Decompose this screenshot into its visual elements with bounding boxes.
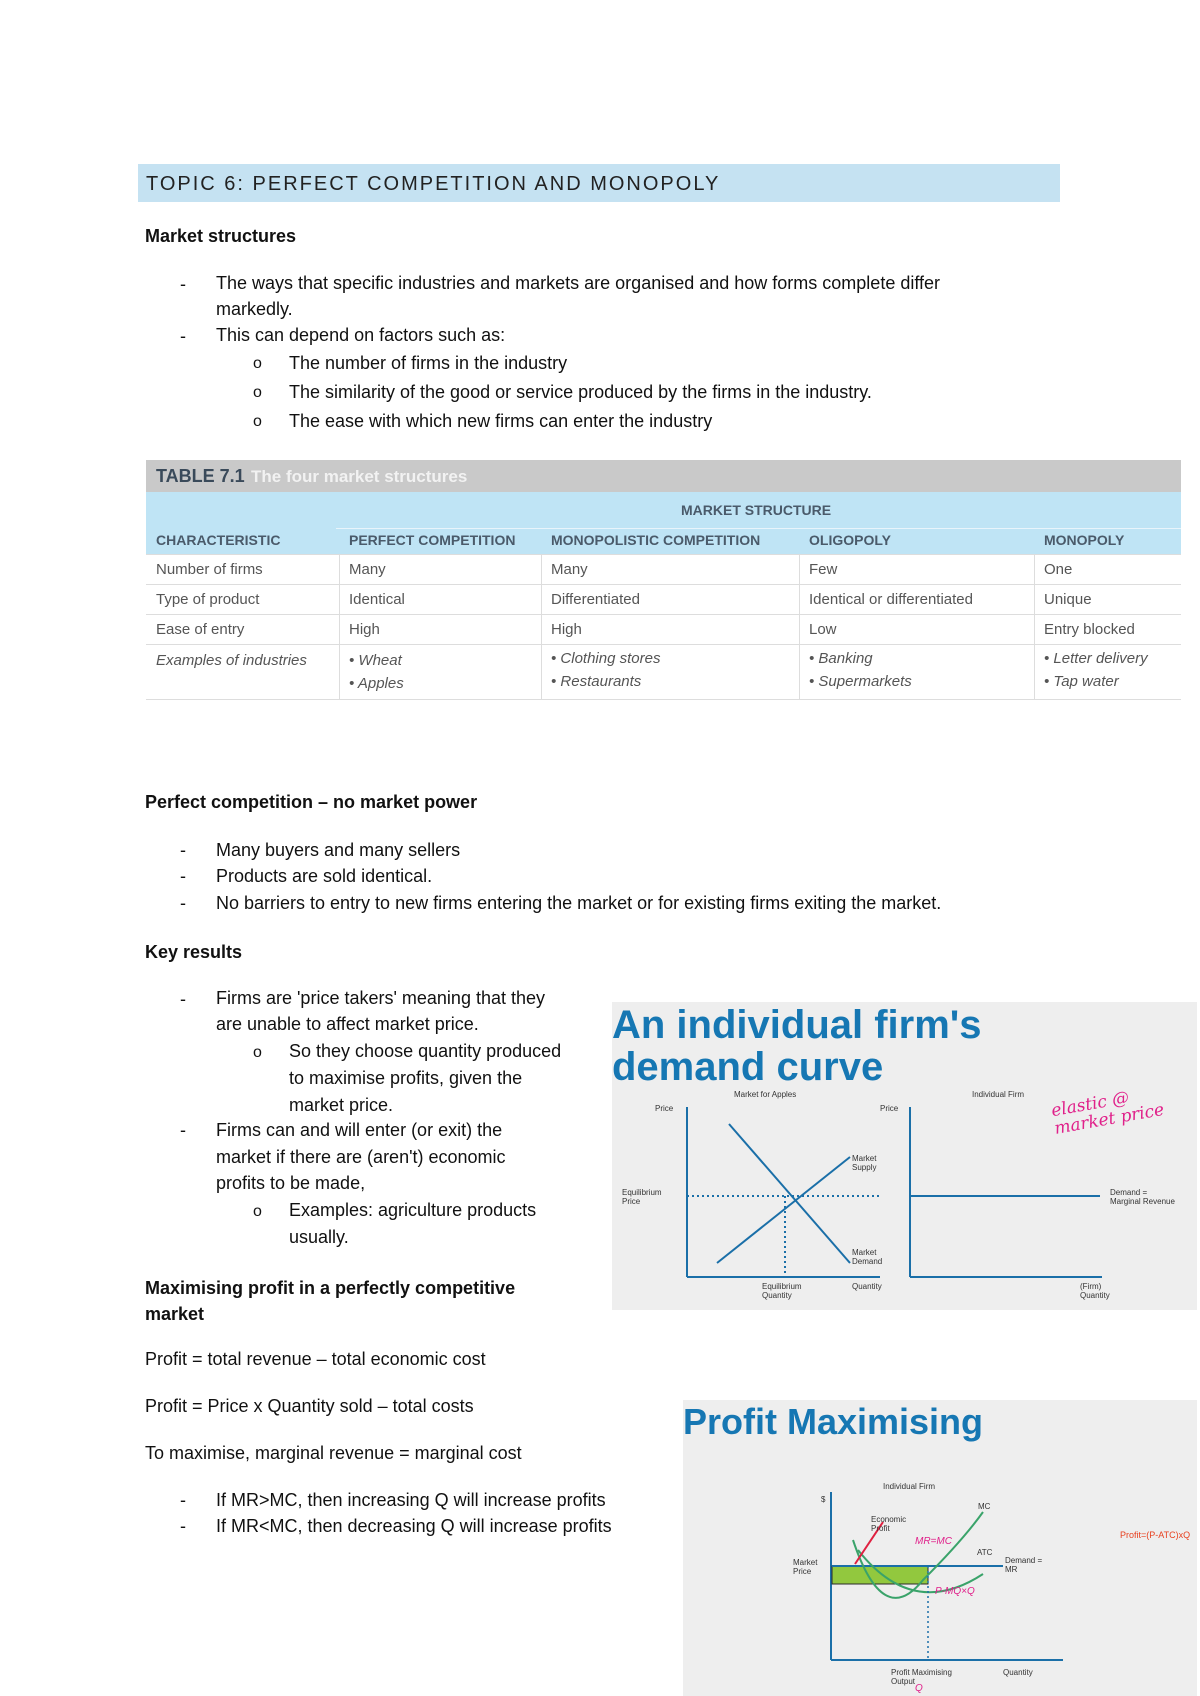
col-monopoly: MONOPOLY [1044,532,1125,548]
table-cell: Few [809,561,838,578]
economic-profit-area [832,1566,928,1584]
col-monopolistic: MONOPOLISTIC COMPETITION [551,532,761,548]
kr-line: to maximise profits, given the [289,1068,523,1088]
table-cell: • Clothing stores [551,650,661,667]
col-characteristic: CHARACTERISTIC [156,532,281,548]
table-row-line [146,614,1181,615]
output-label: Profit Maximising Output [891,1668,952,1686]
table-cell: One [1044,561,1073,578]
equilibrium-price-label: Equilibrium Price [622,1188,662,1206]
col-line [541,554,542,700]
market-demand-label: Market Demand [852,1248,883,1266]
profit-eq-2: Profit = Price x Quantity sold – total costs [145,1396,474,1416]
table-header-bar [146,460,1181,492]
figure2-subtitle: Individual Firm [883,1482,936,1491]
handwritten-q: Q [915,1683,923,1694]
table-cell: High [551,621,582,638]
maximising-heading-2: market [145,1304,205,1324]
left-quantity-label: Quantity [852,1282,882,1291]
profit-eq-3: To maximise, marginal revenue = marginal cost [145,1443,522,1463]
market-price-label: Market Price [793,1558,818,1576]
demand-mr-label: Demand = Marginal Revenue [1110,1188,1175,1206]
profit-eq-1: Profit = total revenue – total economic cost [145,1349,486,1369]
table-row-line [146,554,1181,555]
group-header: MARKET STRUCTURE [681,502,832,518]
dollar-label: $ [821,1495,826,1504]
table-row-line [146,699,1181,700]
divider [336,528,1181,529]
table-cell: • Wheat [349,652,402,669]
market-supply-label: Market Supply [852,1154,877,1172]
figure1-title-line2: demand curve [612,1045,884,1089]
bullet-dash: - [180,274,186,294]
bullet-dash: - [180,893,186,913]
kr-line: So they choose quantity produced [289,1041,562,1061]
sub-bullet-o: o [253,1203,262,1220]
table-cell: • Tap water [1044,673,1119,690]
market-demand-line [729,1124,850,1263]
ms-sub-3: The ease with which new firms can enter the industry [289,411,713,431]
table-cell: Low [809,621,837,638]
economic-profit-label: Economic Profit [871,1515,907,1533]
table-cell: Identical [349,591,405,608]
ms-bullet-1: The ways that specific industries and markets are organised and how forms complete differ [216,273,941,293]
figure2-title: Profit Maximising [683,1401,984,1442]
table-cell: Unique [1044,591,1092,608]
table-cell: • Banking [809,650,873,667]
bullet-dash: - [180,1516,186,1536]
table-cell: Many [551,561,588,578]
table-cell: Entry blocked [1044,621,1135,638]
table-row-line [146,644,1181,645]
pc-bullet: No barriers to entry to new firms entering the market or for existing firms exiting the market. [216,893,942,913]
handwritten-mr-mc: MR=MC [915,1536,952,1547]
bullet-dash: - [180,866,186,886]
pc-bullet: Many buyers and many sellers [216,840,461,860]
table-cell: • Restaurants [551,673,642,690]
kr-line: Examples: agriculture products [289,1200,537,1220]
handwritten-note: elastic @ market price [1049,1087,1166,1139]
col-line [1034,554,1035,700]
right-graph-title: Individual Firm [972,1090,1025,1099]
table-cell: High [349,621,380,638]
kr-line: Firms can and will enter (or exit) the [216,1120,503,1140]
kr-line: profits to be made, [216,1173,366,1193]
left-price-label: Price [655,1104,674,1113]
table-cell: Ease of entry [156,621,245,638]
profit-maximising-figure [683,1400,1197,1696]
perfect-competition-heading: Perfect competition – no market power [145,792,478,812]
table-cell: Many [349,561,386,578]
table-cell: Number of firms [156,561,263,578]
kr-line: market price. [289,1095,394,1115]
table-cell: • Apples [349,675,404,692]
demand-mr-label: Demand = MR [1005,1556,1043,1574]
table-cell: Identical or differentiated [809,591,973,608]
col-oligopoly: OLIGOPOLY [809,532,891,548]
kr-line: market if there are (aren't) economic [216,1147,506,1167]
handwritten-p: P-MQ×Q [935,1586,975,1597]
figure2-graph [683,1400,1197,1696]
table-title: The four market structures [251,467,468,486]
table-cell: • Supermarkets [809,673,912,690]
atc-label: ATC [977,1548,993,1557]
market-structures-table [146,460,1181,700]
topic-banner [138,164,1060,202]
bullet-dash: - [180,840,186,860]
mr-bullet: If MR<MC, then decreasing Q will increase profits [216,1516,612,1536]
figure1-title-line1: An individual firm's [612,1003,982,1047]
pc-bullet: Products are sold identical. [216,866,433,886]
sub-bullet-o: o [253,384,262,401]
kr-line: Firms are 'price takers' meaning that they [216,988,546,1008]
sub-bullet-o: o [253,413,262,430]
table-cell: Type of product [156,591,260,608]
quantity-label: Quantity [1003,1668,1033,1677]
sub-bullet-o: o [253,1044,262,1061]
table-row-line [146,584,1181,585]
mc-label: MC [978,1502,991,1511]
market-supply-line [717,1157,850,1263]
market-structures-heading: Market structures [145,226,297,246]
col-perfect: PERFECT COMPETITION [349,532,516,548]
mr-bullet: If MR>MC, then increasing Q will increase profits [216,1490,606,1510]
equilibrium-quantity-label: Equilibrium Quantity [762,1282,802,1300]
right-price-label: Price [880,1104,899,1113]
left-graph-title: Market for Apples [734,1090,797,1099]
col-line [799,554,800,700]
bullet-dash: - [180,989,186,1009]
firm-demand-curve-figure [612,1002,1197,1310]
profit-formula: Profit=(P-ATC)xQ [1120,1530,1191,1540]
table-cell: • Letter delivery [1044,650,1148,667]
ms-bullet-1-cont: markedly. [216,299,293,319]
bullet-dash: - [180,326,186,346]
kr-line: are unable to affect market price. [216,1014,479,1034]
table-cell: Differentiated [551,591,640,608]
firm-quantity-label: (Firm) Quantity [1080,1282,1110,1300]
ms-bullet-2: This can depend on factors such as: [216,325,506,345]
topic-title: TOPIC 6: PERFECT COMPETITION AND MONOPOLY [146,173,721,195]
bullet-dash: - [180,1490,186,1510]
sub-bullet-o: o [253,355,262,372]
kr-line: usually. [289,1227,349,1247]
ms-sub-1: The number of firms in the industry [289,353,568,373]
key-results-heading: Key results [145,942,243,962]
col-line [339,554,340,700]
ms-sub-2: The similarity of the good or service produced by the firms in the industry. [289,382,872,402]
maximising-heading-1: Maximising profit in a perfectly competitive [145,1278,516,1298]
bullet-dash: - [180,1120,186,1140]
table-label: TABLE 7.1 [156,466,245,486]
table-cell: Examples of industries [156,652,307,669]
